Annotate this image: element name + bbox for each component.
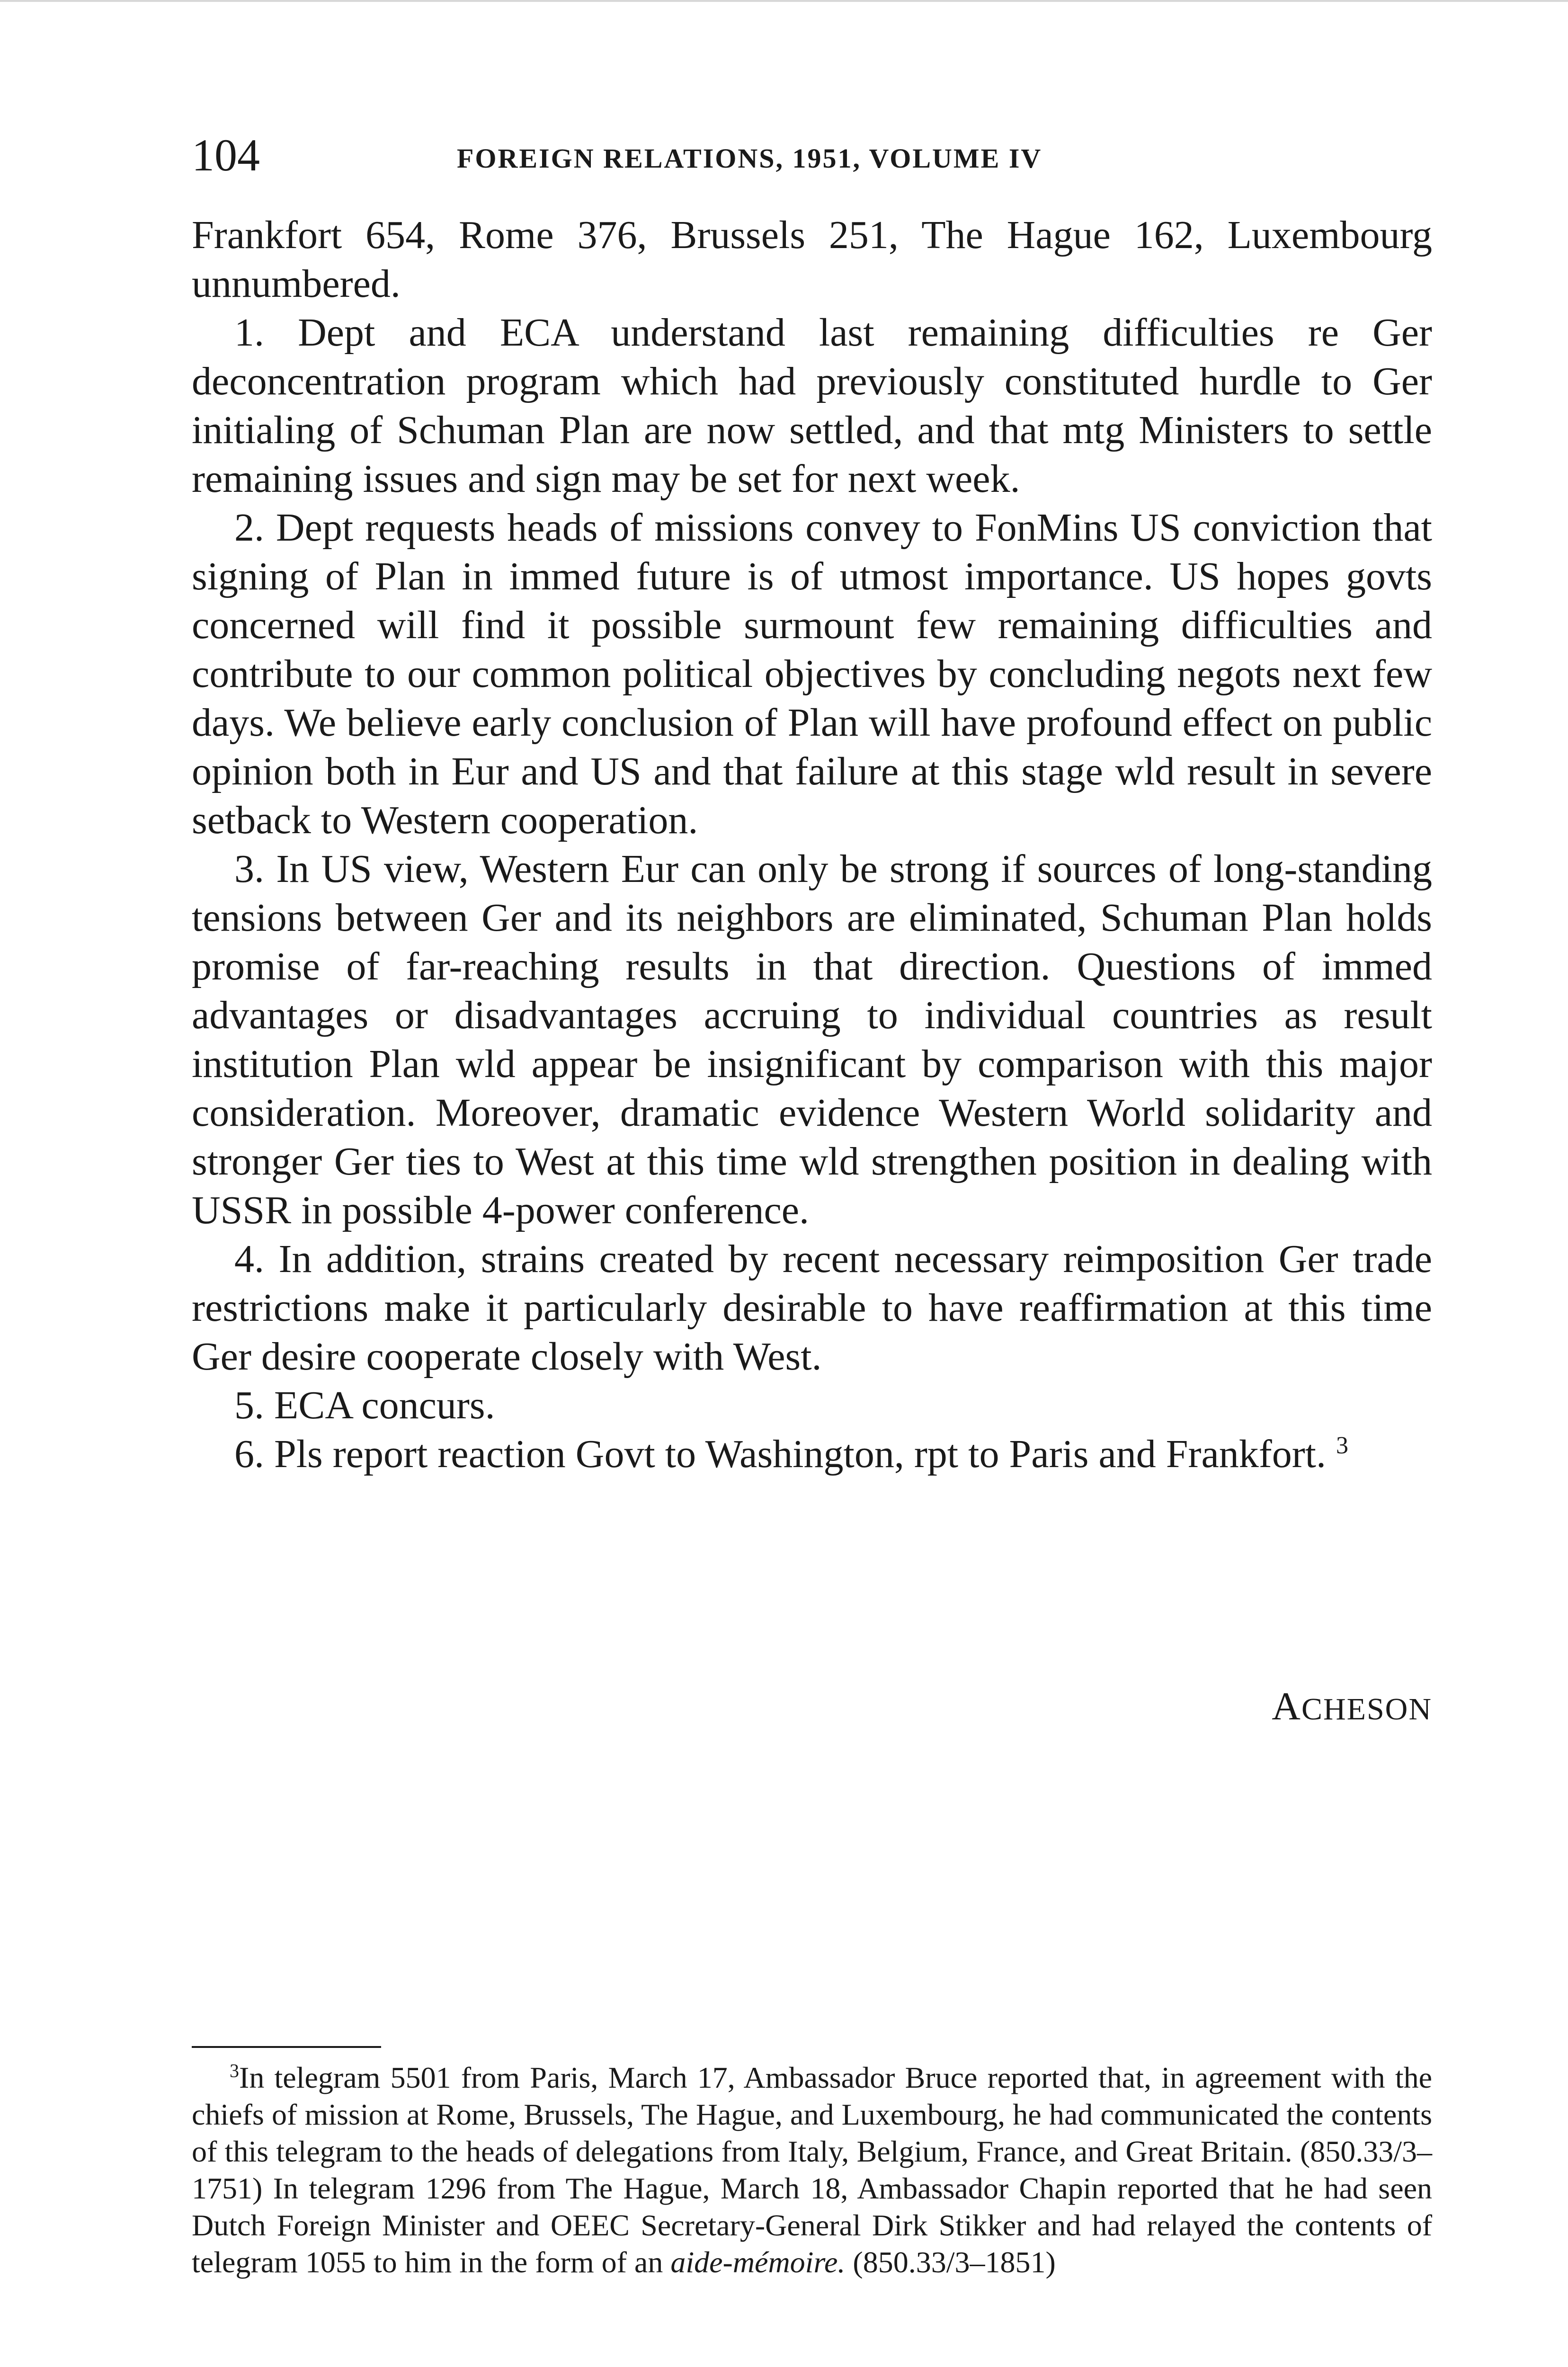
signature bbox=[1272, 1685, 1432, 1731]
paragraph-4: 4. In addition, strains created by recent necessary reimposition Ger trade restrictions make it particularly desirable to have reaffirmation at this time Ger desire cooperate closely with West. bbox=[192, 1237, 1432, 1379]
footnote-italic-term: aide-mémoire. bbox=[670, 2245, 846, 2279]
paragraph-2: 2. Dept requests heads of missions convey to FonMins US conviction that signing of Plan in immed future is of utmost importance. US hopes govts concerned will find it possible surmount few remaining difficulties and contribute to our common political objectives by concluding negots next few days. We believe early conclusion of Plan will have profound effect on public opinion both in Eur and US and that failure at this stage wld result in severe setback to Western cooperation. bbox=[192, 506, 1432, 842]
footnote-citation: (850.33/3–1851) bbox=[853, 2245, 1056, 2279]
paragraph-1: 1. Dept and ECA understand last remaining difficulties re Ger deconcentration program which had previously constituted hurdle to Ger initialing of Schuman Plan are now settled, and that mtg Ministers to settle remaining issues and sign may be set for next week. bbox=[192, 311, 1432, 501]
intro-paragraph: Frankfort 654, Rome 376, Brussels 251, The Hague 162, Luxembourg unnumbered. bbox=[192, 213, 1432, 306]
signature-initial: A bbox=[1272, 1684, 1301, 1728]
page-number: 104 bbox=[192, 130, 260, 180]
signature-rest: CHESON bbox=[1301, 1692, 1432, 1726]
document-body bbox=[192, 211, 1432, 1478]
paragraph-6-text: 6. Pls report reaction Govt to Washington, rpt to Paris and Frankfort. bbox=[234, 1432, 1327, 1476]
page-header bbox=[192, 127, 1432, 184]
paragraph-5: 5. ECA concurs. bbox=[234, 1383, 495, 1427]
footnote bbox=[192, 2059, 1432, 2281]
paragraph-6 bbox=[192, 1430, 1432, 1478]
top-edge-rule bbox=[0, 0, 1568, 2]
running-head: FOREIGN RELATIONS, 1951, VOLUME IV bbox=[457, 143, 1042, 174]
footnote-text: In telegram 5501 from Paris, March 17, Ambassador Bruce reported that, in agreement with the chiefs of mission at Rome, Brussels, The Hague, and Luxembourg, he had communicated the contents of this telegram to the heads of delegations from Italy, Belgium, France, and Great Britain. (850.33/3–1751) In telegram 1296 from The Hague, March 18, Ambassador Chapin reported that he had seen Dutch Foreign Minister and OEEC Secretary-General Dirk Stikker and had relayed the contents of telegram 1055 to him in the form of an bbox=[192, 2061, 1432, 2279]
footnote-reference: 3 bbox=[1336, 1432, 1349, 1459]
footnote-marker: 3 bbox=[230, 2060, 239, 2082]
footnote-paragraph bbox=[192, 2059, 1432, 2281]
paragraph-3: 3. In US view, Western Eur can only be strong if sources of long-standing tensions between Ger and its neighbors are eliminated, Schuman Plan holds promise of far-reaching results in that direction. Questions of immed advantages or disadvantages accruing to individual countries as result institution Plan wld appear be insignificant by comparison with this major consideration. Moreover, dramatic evidence Western World solidarity and stronger Ger ties to West at this time wld strengthen position in dealing with USSR in possible 4-power conference. bbox=[192, 847, 1432, 1232]
footnote-divider bbox=[192, 2046, 381, 2048]
